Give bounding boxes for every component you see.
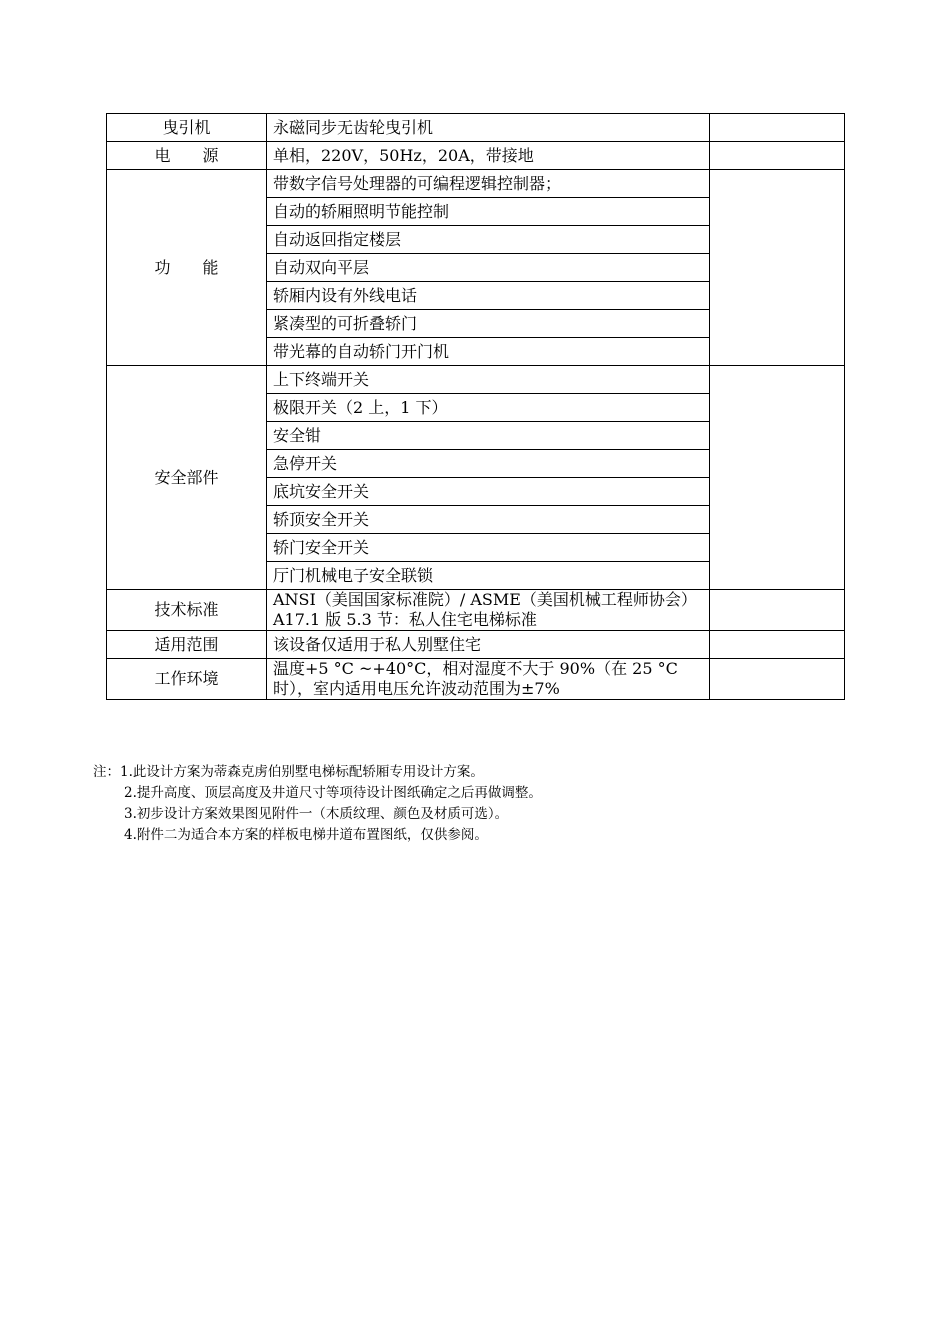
table-row — [107, 114, 845, 142]
row-description: ANSI（美国国家标准院）/ ASME（美国机械工程师协会）A17.1 版 5.3 节：私人住宅电梯标准 — [267, 590, 710, 631]
row-label: 适用范围 — [107, 631, 267, 659]
row-note-cell — [710, 170, 845, 366]
row-description: 轿厢内设有外线电话 — [267, 282, 710, 310]
notes-section — [93, 762, 873, 846]
row-note-cell — [710, 366, 845, 590]
row-description: 轿顶安全开关 — [267, 506, 710, 534]
row-note-cell — [710, 114, 845, 142]
notes-prefix: 注： — [93, 764, 120, 780]
note-line-1 — [93, 762, 873, 783]
row-label: 曳引机 — [107, 114, 267, 142]
row-description: 自动返回指定楼层 — [267, 226, 710, 254]
row-description: 永磁同步无齿轮曳引机 — [267, 114, 710, 142]
row-description: 带数字信号处理器的可编程逻辑控制器； — [267, 170, 710, 198]
row-description: 急停开关 — [267, 450, 710, 478]
table-row — [107, 142, 845, 170]
row-label: 技术标准 — [107, 590, 267, 631]
row-description: 极限开关（2 上，1 下） — [267, 394, 710, 422]
spec-table — [106, 113, 845, 700]
row-label: 功 能 — [107, 170, 267, 366]
row-description: 带光幕的自动轿门开门机 — [267, 338, 710, 366]
row-description: 安全钳 — [267, 422, 710, 450]
row-description: 自动双向平层 — [267, 254, 710, 282]
table-row — [107, 631, 845, 659]
row-label: 工作环境 — [107, 659, 267, 700]
row-note-cell — [710, 142, 845, 170]
row-label: 电 源 — [107, 142, 267, 170]
row-description: 底坑安全开关 — [267, 478, 710, 506]
table-row — [107, 659, 845, 700]
row-note-cell — [710, 659, 845, 700]
note-text-1: 1.此设计方案为蒂森克虏伯别墅电梯标配轿厢专用设计方案。 — [120, 764, 484, 780]
row-description: 自动的轿厢照明节能控制 — [267, 198, 710, 226]
note-line-2: 2.提升高度、顶层高度及井道尺寸等项待设计图纸确定之后再做调整。 — [124, 785, 542, 801]
row-description: 温度+5 °C ~+40°C，相对湿度不大于 90%（在 25 °C时），室内适用电压允许波动范围为±7% — [267, 659, 710, 700]
row-description: 轿门安全开关 — [267, 534, 710, 562]
table-row — [107, 170, 845, 198]
spec-table-body — [107, 114, 845, 700]
row-description: 紧凑型的可折叠轿门 — [267, 310, 710, 338]
row-description: 厅门机械电子安全联锁 — [267, 562, 710, 590]
note-line-3: 3.初步设计方案效果图见附件一（木质纹理、颜色及材质可选）。 — [124, 806, 509, 822]
row-description: 该设备仅适用于私人别墅住宅 — [267, 631, 710, 659]
row-description: 单相，220V，50Hz，20A，带接地 — [267, 142, 710, 170]
row-description: 上下终端开关 — [267, 366, 710, 394]
row-label: 安全部件 — [107, 366, 267, 590]
table-row — [107, 366, 845, 394]
note-line-4: 4.附件二为适合本方案的样板电梯井道布置图纸，仅供参阅。 — [124, 827, 488, 843]
table-row — [107, 590, 845, 631]
row-note-cell — [710, 590, 845, 631]
row-note-cell — [710, 631, 845, 659]
